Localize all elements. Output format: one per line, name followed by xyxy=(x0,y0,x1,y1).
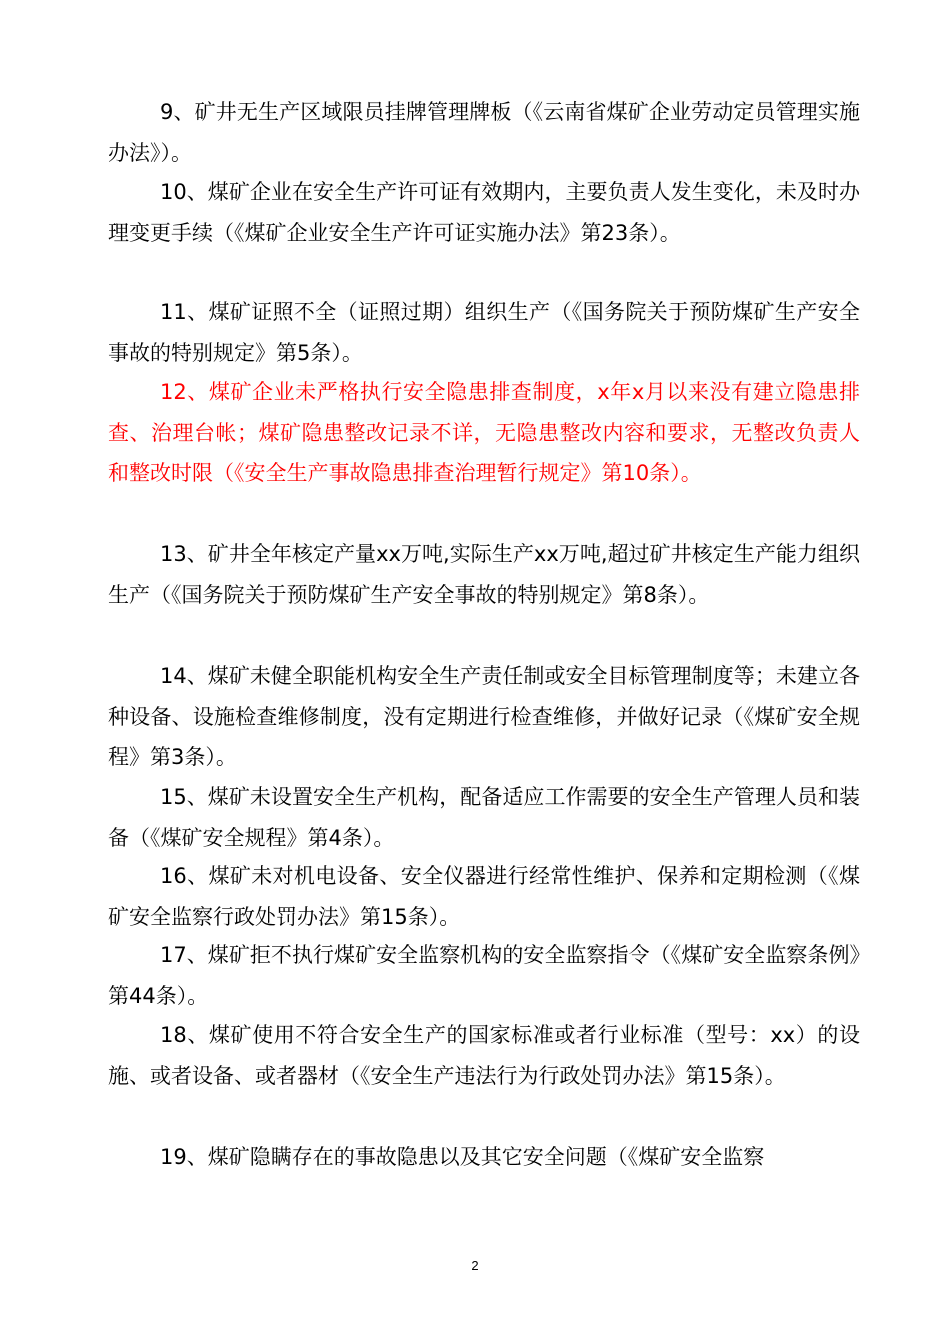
paragraph-12: 12、煤矿企业未严格执行安全隐患排查制度，x年x月以来没有建立隐患排查、治理台帐；煤矿隐患整改记录不详，无隐患整改内容和要求，无整改负责人和整改时限（《安全生产事故隐患排查治理暂行规定》第10条）。 xyxy=(108,380,860,485)
paragraph-9: 9、矿井无生产区域限员挂牌管理牌板（《云南省煤矿企业劳动定员管理实施办法》）。 xyxy=(108,100,860,165)
paragraph-14: 14、煤矿未健全职能机构安全生产责任制或安全目标管理制度等；未建立各种设备、设施检查维修制度，没有定期进行检查维修，并做好记录（《煤矿安全规程》第3条）。 xyxy=(108,664,860,769)
paragraph-16: 16、煤矿未对机电设备、安全仪器进行经常性维护、保养和定期检测（《煤矿安全监察行政处罚办法》第15条）。 xyxy=(108,864,860,929)
paragraph-10: 10、煤矿企业在安全生产许可证有效期内，主要负责人发生变化，未及时办理变更手续（《煤矿企业安全生产许可证实施办法》第23条）。 xyxy=(108,180,860,245)
paragraph-17: 17、煤矿拒不执行煤矿安全监察机构的安全监察指令（《煤矿安全监察条例》第44条）。 xyxy=(108,943,860,1008)
paragraph-11: 11、煤矿证照不全（证照过期）组织生产（《国务院关于预防煤矿生产安全事故的特别规定》第5条）。 xyxy=(108,300,860,365)
paragraph-19: 19、煤矿隐瞒存在的事故隐患以及其它安全问题（《煤矿安全监察 xyxy=(160,1145,765,1169)
paragraph-13: 13、矿井全年核定产量xx万吨,实际生产xx万吨,超过矿井核定生产能力组织生产（《国务院关于预防煤矿生产安全事故的特别规定》第8条）。 xyxy=(108,542,860,607)
page-number: 2 xyxy=(471,1258,479,1273)
paragraph-15: 15、煤矿未设置安全生产机构，配备适应工作需要的安全生产管理人员和装备（《煤矿安全规程》第4条）。 xyxy=(108,785,860,850)
paragraph-18: 18、煤矿使用不符合安全生产的国家标准或者行业标准（型号：xx）的设施、或者设备、或者器材（《安全生产违法行为行政处罚办法》第15条）。 xyxy=(108,1023,860,1088)
